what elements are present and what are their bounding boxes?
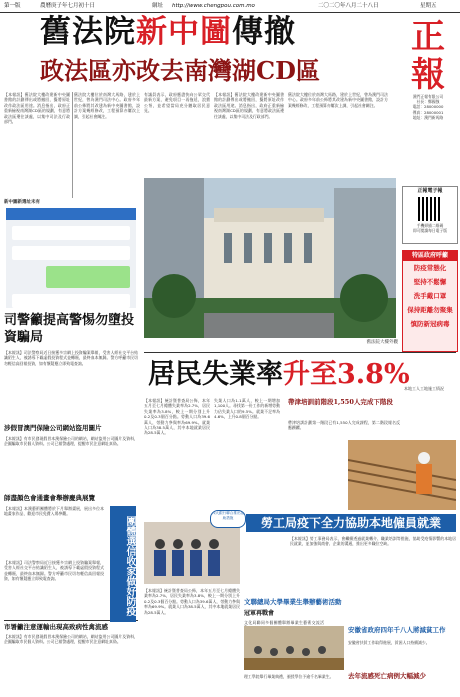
lead-headline: 舊法院新中圖傳撤 <box>40 14 296 50</box>
epaper-box: 正報電子報 手機掃描二維碼 即可閱讀每日電子版 <box>402 186 458 244</box>
rematch-headline: 冠軍再戰會 <box>244 610 275 617</box>
website-url: http://www.chengpou.com.mo <box>172 3 255 9</box>
worker-photo <box>348 440 456 510</box>
lead-text-col3: 有議員表示，政府應盡快向公眾交代最新方案，避免項目一再拖延，浪費公帑，並希望當局充分聽取居民意見。 <box>144 92 210 114</box>
bird-flu-headline: 市署籲注意運輸出現高致病性禽流感 <box>4 620 138 632</box>
training-headline: 帶津培訓前階段1,550人完成下階段 <box>288 398 393 406</box>
weekday: 星期五 <box>420 3 437 9</box>
qr-code-icon <box>418 197 442 221</box>
lunar-date: 農曆庚子年七月初十日 <box>40 3 96 9</box>
masthead-bar <box>0 0 460 13</box>
labour-bureau-body: 【本報訊】勞工事務局表示，會繼續透過就業轉介、職業培訓等措施，協助受疫情影響的本地居民就業，並加強與商會、企業的溝通，推出更多職位空缺。 <box>290 536 456 547</box>
labour-bureau-headline: 勞工局疫下全力協助本地僱員就業 <box>246 514 456 532</box>
anhui-headline: 安徽省政府四年千八人將減貧工作 <box>348 626 446 634</box>
appeal-item: 洗手戴口罩 <box>413 292 447 300</box>
group-photo <box>144 522 240 584</box>
appeal-item: 慎防新冠病毒 <box>410 320 450 328</box>
unemployment-col2: 失業人口為1.1萬人，較上一期增加1,100人。尋找第一份工作的新增勞動力佔失業人口的9.5%。就業不足率為4.6%，上升0.8個百分點。 <box>214 398 280 420</box>
wechat-screenshot <box>6 208 136 308</box>
worker-photo-caption: 本地工人工地施工情況 <box>404 386 444 391</box>
lead-photo-caption: 舊法院大樓外觀 <box>366 340 398 345</box>
flu-body: 理工學院舉行畢業典禮，頒授學位予逾千名畢業生。 <box>244 674 334 679</box>
center-bottom-body: 【本報訊】統計暨普查局公佈，本年五月至七月總體失業率為2.7%，居民失業率為3.8%，較上一期分別上升0.2及0.3個百分點。勞動人口為39.6萬人，勞動力參與率為69.9%。就業人口為38.5萬人，其中本地就業居民為28.5萬人。 <box>144 588 240 615</box>
government-appeal-box: 特區政府呼籲 防疫常態化 堅持不鬆懈 洗手戴口罩 保持距離勿聚集 慎防新冠病毒 <box>402 250 458 352</box>
lead-text-col5: 舊法院大樓位於南灣大馬路，建於上世紀，曾為澳門司法中心。政府多年前公佈將其改建為新中央圖書館，設計方案幾經修改，工程預算亦屢次上調，引起社會關注。 <box>288 92 388 108</box>
flu-headline: 去年流感死亡病例大幅減少 <box>348 672 426 680</box>
publisher-line: 地址：澳門新馬路 <box>412 114 444 120</box>
graduation-headline: 文聯總局大學畢業生舉辦藝術活動 <box>244 598 342 606</box>
lead-text-col1: 【本報訊】舊法院大樓改建新中央圖書館的計劃傳出或將撤回，擬將原址改作政法區用途。消息指出，政府正重新檢視南灣湖CD區的規劃，有意將政法區遷往該處，以集中司法及行政部門。 <box>4 92 70 125</box>
police-body: 【本報訊】司法警察局近日接獲多宗網上投資騙案舉報，受害人經社交平台結識陌生人，被誘導下載虛假投資程式並轉賬，最終血本無歸。警方呼籲市民切勿輕信高回報投資，如有懷疑應立即致電查詢。 <box>4 350 138 366</box>
appeal-item: 防疫常態化 <box>413 264 447 272</box>
publisher-line: 社長：鄭國強 <box>416 99 440 105</box>
lead-subheadline: 政法區亦改去南灣湖CD區 <box>40 56 320 85</box>
publisher-info <box>402 94 454 120</box>
website-label: 網址 <box>152 3 164 9</box>
classroom-photo <box>244 626 344 670</box>
vertical-headline: 團體選信收家做好防疫 <box>110 506 136 622</box>
unemployment-headline: 居民失業率升至3.8% <box>148 359 410 390</box>
wechat-caption: 新中圖新選址未有 <box>4 200 40 205</box>
page-number: 第一版 <box>4 3 21 9</box>
publisher-line: 電話：28000000 <box>412 104 444 110</box>
training-body: 帶津培訓計劃第一階段已有1,550人完成課程，第二階段報名反應踴躍。 <box>288 420 400 431</box>
bird-flu-body: 【本報訊】有市民發現假冒本澳保險公司的網站，網站盜用公司圖片及資料，企圖騙取市民個人資料。公司已報警處理，提醒市民注意網址真偽。 <box>4 634 138 645</box>
insurance-body: 【本報訊】有市民發現假冒本澳保險公司的網站，網站盜用公司圖片及資料，企圖騙取市民個人資料。公司已報警處理，提醒市民注意網址真偽。 <box>4 436 138 447</box>
art-headline: 師盡顏色會通畫會舉辦慶典展覽 <box>4 494 95 502</box>
lead-text-col4: 【本報訊】舊法院大樓改建新中央圖書館的計劃傳出或將撤回，擬將原址改作政法區用途。消息指出，政府正重新檢視南灣湖CD區的規劃，有意將政法區遷往該處，以集中司法及行政部門。 <box>214 92 284 119</box>
graduation-body: 文化局聯同多個團體舉辦畢業生藝術交流活 <box>244 620 324 625</box>
unemployment-col1: 【本報訊】統計暨普查局公佈，本年五月至七月總體失業率為2.7%，居民失業率為3.8%，較上一期分別上升0.2及0.3個百分點。勞動人口為39.6萬人，勞動力參與率為69.9%。就業人口為38.5萬人，其中本地就業居民為28.5萬人。 <box>144 398 210 436</box>
lead-text-col2: 舊法院大樓位於南灣大馬路，建於上世紀，曾為澳門司法中心。政府多年前公佈將其改建為新中央圖書館，設計方案幾經修改，工程預算亦屢次上調，引起社會關注。 <box>74 92 140 119</box>
publisher-line: 澳門正報有限公司 <box>412 94 444 99</box>
police-headline: 司警籲提高警惕勿墮投資騙局 <box>4 313 135 345</box>
anhui-body: 安徽省扶貧工作取得進展，貧困人口持續減少。 <box>348 640 430 645</box>
bubble-callout: 四大銀行聯合推出援助措施 <box>210 510 246 528</box>
appeal-item: 保持距離勿聚集 <box>407 306 453 314</box>
insurance-headline: 涉假冒澳門保險公司網站盜用圖片 <box>4 424 102 432</box>
newspaper-logo: 正 報 澳門正報有限公司 社長：鄭國強 電話：28000000 傳真：28000001 地址：澳門新馬路 <box>402 18 454 138</box>
publisher-line: 傳真：28000001 <box>412 109 444 115</box>
issue-date: 二〇二〇年八月二十八日 <box>318 3 379 9</box>
art-body-more: 【本報訊】司法警察局近日接獲多宗網上投資騙案舉報，受害人經社交平台結識陌生人，被誘導下載虛假投資程式並轉賬，最終血本無歸。警方呼籲市民切勿輕信高回報投資，如有懷疑應立即致電查詢。 <box>4 560 104 582</box>
appeal-item: 堅持不鬆懈 <box>413 278 447 286</box>
art-body: 【本報訊】本澳藝術團體將於下月舉辦畫展，展出多位本地畫家作品，歡迎市民免費入場參觀。 <box>4 506 104 517</box>
lead-photo <box>144 178 396 338</box>
